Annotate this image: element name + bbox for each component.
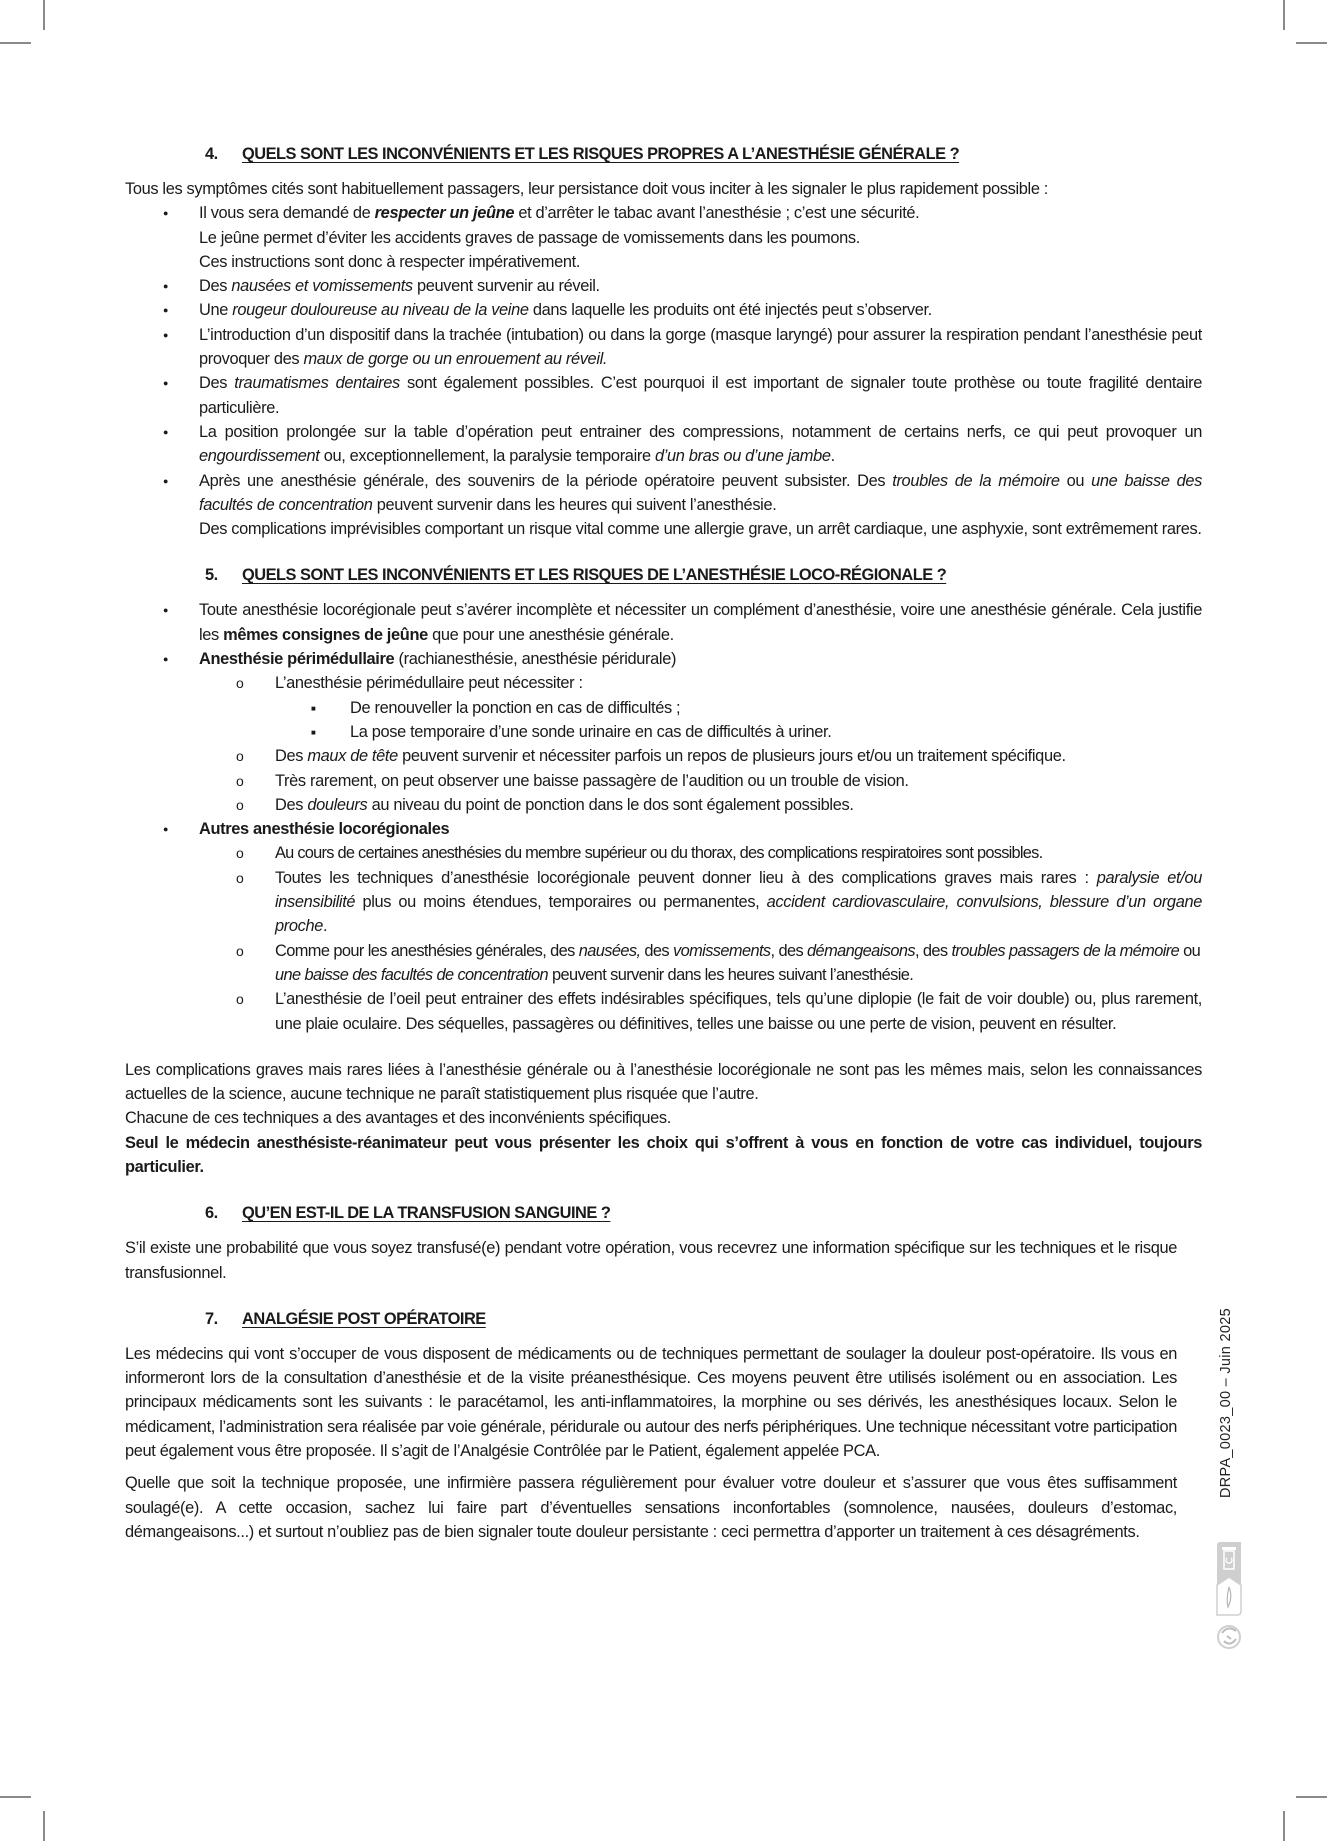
section-title: ANALGÉSIE POST OPÉRATOIRE xyxy=(242,1309,486,1328)
sub-list-item: o L’anesthésie périmédullaire peut nécessiter : ■ De renouveller la ponction en cas de difficultés ; ■ La pose temporaire d’une sonde urinaire en cas de difficultés à uriner. xyxy=(125,671,1202,744)
section-5-closing-2: Chacune de ces techniques a des avantages et des inconvénients spécifiques. xyxy=(125,1109,671,1128)
list-item: ● L’introduction d’un dispositif dans la trachée (intubation) ou dans la gorge (masque laryngé) pour assurer la respiration pendant l’anesthésie peut provoquer des maux de gorge ou un enrouement au réveil. xyxy=(125,323,1202,372)
list-item: ● La position prolongée sur la table d’opération peut entrainer des compressions, notamment de certains nerfs, ce qui peut provoquer un engourdissement ou, exceptionnellement, la paralysie temporaire d’un bras ou d’une jambe. xyxy=(125,420,1202,469)
section-number: 7. xyxy=(205,1309,218,1328)
section-6-body: S’il existe une probabilité que vous soyez transfusé(e) pendant votre opération, vous recevrez une information spécifique sur les techniques et le risque transfusionnel. xyxy=(125,1239,1177,1282)
crop-mark-tl-v xyxy=(43,0,45,30)
section-7-body-2: Quelle que soit la technique proposée, une infirmière passera régulièrement pour évaluer votre douleur et s’assurer que vous êtes suffisamment soulagé(e). A cette occasion, sachez lui faire part d’éventuelles sensations inconfortables (somnolence, nausées, douleurs d’estomac, démangeaisons...) et surtout n’oubliez pas de bien signaler toute douleur persistante : ceci permettra d’apporter un traitement à ces désagréments. xyxy=(125,1474,1177,1541)
list-item: ● Des nausées et vomissements peuvent survenir au réveil. xyxy=(125,274,1202,298)
sub-list-item: o Des douleurs au niveau du point de ponction dans le dos sont également possibles. xyxy=(125,793,1202,817)
sub-list-item: o Toutes les techniques d’anesthésie locorégionale peuvent donner lieu à des complications graves mais rares : paralysie et/ou insensibilité plus ou moins étendues, temporaires ou permanentes, accident cardiovasculaire, convulsions, blessure d’un organe proche. xyxy=(125,866,1202,939)
section-5-closing-3: Seul le médecin anesthésiste-réanimateur peut vous présenter les choix qui s’offrent à vous en fonction de votre cas individuel, toujours particulier. xyxy=(125,1133,1202,1176)
circle-bullet-icon: o xyxy=(236,991,244,1008)
crop-mark-bl-h xyxy=(0,1796,31,1798)
section-6-heading xyxy=(125,1201,1202,1225)
section-5-list xyxy=(125,598,1202,1035)
sub-list-item: o Comme pour les anesthésies générales, des nausées, des vomissements, des démangeaisons, des troubles passagers de la mémoire ou une baisse des facultés de concentration peuvent survenir dans les heures suivant l’anesthésie. xyxy=(125,939,1202,988)
list-item: ● Après une anesthésie générale, des souvenirs de la période opératoire peuvent subsister. Des troubles de la mémoire ou une baisse des facultés de concentration peuvent survenir dans les heures qui suivent l’anesthésie. Des complications imprévisibles comportant un risque vital comme une allergie grave, un arrêt cardiaque, une asphyxie, sont extrêmement rares. xyxy=(125,469,1202,542)
bullet-icon xyxy=(163,298,168,324)
list-item: ● Il vous sera demandé de respecter un jeûne et d’arrêter le tabac avant l’anesthésie ; c’est une sécurité. Le jeûne permet d’éviter les accidents graves de passage de vomissements dans les poumons. Ces instructions sont donc à respecter impérativement. xyxy=(125,201,1202,274)
circle-bullet-icon: o xyxy=(236,869,244,886)
crop-mark-br-h xyxy=(1296,1796,1327,1798)
list-item: ● Autres anesthésie locorégionales o Au cours de certaines anesthésies du membre supérieur ou du thorax, des complications respiratoires sont possibles. o Toutes les techniques d’anesthésie locorégionale peuvent donner lieu à des complications graves mais rares : paralysie et/ou insensibilité plus ou moins étendues, temporaires ou permanentes, accident cardiovasculaire, convulsions, blessure d’un organe proche. o Comme pour les anesthésies générales, des nausées, des vomissements, des démangeaisons, des troubles passagers de la mémoire ou une baisse des facultés de concentration peuvent survenir dans les heures suivant l’anesthésie. o L’anesthésie de l’oeil peut entrainer des effets indésirables spécifiques, tels qu’une diplopie (le fait de voir double) ou, plus rarement, une plaie oculaire. Des séquelles, passagères ou définitives, telles une baisse ou une perte de vision, peuvent en résulter. xyxy=(125,817,1202,1036)
list-item: ● Une rougeur douloureuse au niveau de la veine dans laquelle les produits ont été injectés peut s’observer. xyxy=(125,298,1202,322)
list-item: ● Des traumatismes dentaires sont également possibles. C’est pourquoi il est important de signaler toute prothèse ou toute fragilité dentaire particulière. xyxy=(125,371,1202,420)
bullet-icon xyxy=(163,598,168,624)
sub-list-item: o L’anesthésie de l’oeil peut entrainer des effets indésirables spécifiques, tels qu’une diplopie (le fait de voir double) ou, plus rarement, une plaie oculaire. Des séquelles, passagères ou définitives, telles une baisse ou une perte de vision, peuvent en résulter. xyxy=(125,987,1202,1036)
sub-list-item: o Au cours de certaines anesthésies du membre supérieur ou du thorax, des complications respiratoires sont possibles. xyxy=(125,841,1202,865)
crop-mark-br-v xyxy=(1283,1811,1285,1841)
section-5-heading xyxy=(125,563,1202,587)
section-number: 4. xyxy=(205,145,218,163)
section-number: 5. xyxy=(205,566,218,585)
section-title: QU’EN EST-IL DE LA TRANSFUSION SANGUINE ? xyxy=(242,1204,611,1223)
section-7-heading xyxy=(125,1307,1202,1331)
bullet-icon xyxy=(163,469,168,495)
bullet-icon xyxy=(163,420,168,446)
sub-sub-list-item: ■ De renouveller la ponction en cas de difficultés ; xyxy=(125,696,1202,720)
crop-mark-tl-h xyxy=(0,42,31,44)
crop-mark-bl-v xyxy=(43,1811,45,1841)
sub-list-item: o Des maux de tête peuvent survenir et nécessiter parfois un repos de plusieurs jours et/ou un traitement spécifique. xyxy=(125,744,1202,768)
bullet-icon xyxy=(163,201,168,227)
circle-bullet-icon: o xyxy=(236,772,244,789)
sub-list-item: o Très rarement, on peut observer une baisse passagère de l’audition ou un trouble de vision. xyxy=(125,769,1202,793)
list-item: ● Anesthésie périmédullaire (rachianesthésie, anesthésie péridurale) o L’anesthésie périmédullaire peut nécessiter : ■ De renouveller la ponction en cas de difficultés ; ■ La pose temporaire d’une sonde urinaire en cas de difficultés à uriner. o Des maux de tête peuvent survenir et nécessiter parfois un repos de plusieurs jours et/ou un traitement spécifique. o Très rarement, on peut observer une baisse passagère de l’audition ou un trouble de vision. o Des douleurs au niveau du point de ponction dans le dos sont également possibles. xyxy=(125,647,1202,817)
section-7-body-1: Les médecins qui vont s’occuper de vous disposent de médicaments ou de techniques permettant de soulager la douleur post-opératoire. Ils vous en informeront lors de la consultation d’anesthésie et de la visite préanesthésique. Ces moyens peuvent être utilisés isolément ou en association. Les principaux médicaments sont les suivants : le paracétamol, les anti-inflammatoires, la morphine ou ses dérivés, les anesthésiques locaux. Selon le médicament, l’administration sera réalisée par voie générale, péridurale ou autour des nerfs périphériques. Une technique nécessitant votre participation peut également vous être proposée. Il s’agit de l’Analgésie Contrôlée par le Patient, également appelée PCA. xyxy=(125,1344,1177,1461)
square-bullet-icon xyxy=(311,696,315,723)
crop-mark-tr-v xyxy=(1283,0,1285,30)
section-title: QUELS SONT LES INCONVÉNIENTS ET LES RISQUES DE L’ANESTHÉSIE LOCO-RÉGIONALE ? xyxy=(242,566,947,585)
list-item: ● Toute anesthésie locorégionale peut s’avérer incomplète et nécessiter un complément d’anesthésie, voire une anesthésie générale. Cela justifie les mêmes consignes de jeûne que pour une anesthésie générale. xyxy=(125,598,1202,647)
bullet-icon xyxy=(163,371,168,397)
bullet-icon xyxy=(163,647,168,673)
bullet-icon xyxy=(163,817,168,843)
section-number: 6. xyxy=(205,1204,218,1223)
bullet-icon xyxy=(163,323,168,349)
document-page xyxy=(125,142,1202,1544)
circle-bullet-icon: o xyxy=(236,845,244,862)
circle-bullet-icon: o xyxy=(236,796,244,813)
section-4-intro: Tous les symptômes cités sont habituellement passagers, leur persistance doit vous inciter à les signaler le plus rapidement possible : xyxy=(125,180,1049,198)
circle-bullet-icon: o xyxy=(236,748,244,765)
section-title: QUELS SONT LES INCONVÉNIENTS ET LES RISQUES PROPRES A L’ANESTHÉSIE GÉNÉRALE ? xyxy=(242,145,960,163)
section-4-heading xyxy=(125,142,1202,166)
hospital-logo-icon xyxy=(1216,1541,1242,1666)
circle-bullet-icon: o xyxy=(236,675,244,692)
square-bullet-icon xyxy=(311,720,315,747)
bullet-icon xyxy=(163,274,168,300)
section-4-list xyxy=(125,201,1202,541)
sub-sub-list-item: ■ La pose temporaire d’une sonde urinaire en cas de difficultés à uriner. xyxy=(125,720,1202,744)
circle-bullet-icon: o xyxy=(236,942,244,959)
section-5-closing-1: Les complications graves mais rares liées à l’anesthésie générale ou à l’anesthésie locorégionale ne sont pas les mêmes mais, selon les connaissances actuelles de la science, aucune technique ne paraît statistiquement plus risquée que l’autre. xyxy=(125,1060,1202,1104)
document-reference: DRPA_0023_00 – Juin 2025 xyxy=(1218,1308,1234,1498)
crop-mark-tr-h xyxy=(1296,42,1327,44)
